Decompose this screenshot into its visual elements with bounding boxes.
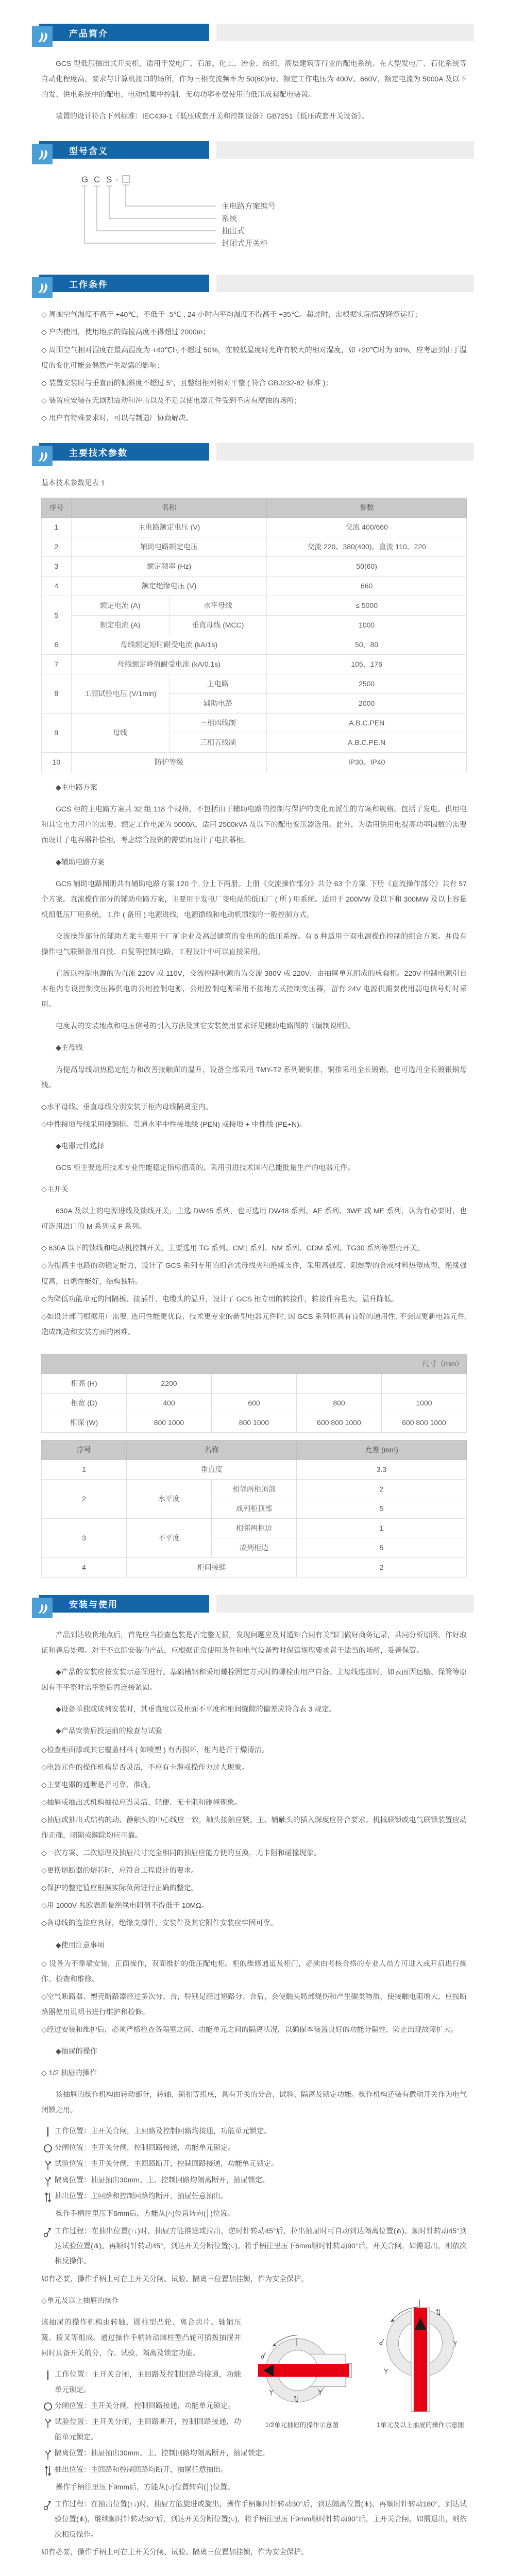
table-header-row bbox=[42, 1354, 467, 1374]
withdrawn-position-icon bbox=[41, 2462, 55, 2477]
model-dash: - bbox=[115, 175, 118, 185]
model-label-enclosed: 封闭式开关柜 bbox=[222, 239, 268, 248]
table-row bbox=[42, 714, 467, 733]
position-text: 隔离位置：抽屉抽出30mm。主、控制回路均隔离断开，抽屉锁定。 bbox=[55, 2449, 269, 2458]
section-header-install bbox=[41, 1595, 467, 1616]
list-item: ◇抽屉或抽出式机构抽拉应当灵活、轻便、无卡阻和碰撞现象。 bbox=[41, 1798, 242, 1806]
elements-title: ◆电器元件选择 bbox=[56, 1141, 105, 1150]
svg-text:│: │ bbox=[295, 2338, 299, 2346]
table-row bbox=[42, 1460, 467, 1479]
table-row bbox=[42, 1413, 467, 1432]
list-item: ◇空气断路器、塑壳断路器经过多次分、合，特别是经过短路分、合后，会使触头局部烧伤和产生碳类物质，使接触电阻增大，应按断路器使用说明书进行维护和检修。 bbox=[41, 1992, 467, 2016]
cell: 800 1000 bbox=[212, 1413, 297, 1432]
half-press-note: 操作手柄往里压下6mm后，方能从(○)位置转向(│)位置。 bbox=[56, 2209, 234, 2218]
unit-process-row bbox=[41, 2497, 467, 2542]
main-circuit-title: ◆主电路方案 bbox=[56, 783, 97, 792]
table-row bbox=[42, 577, 467, 596]
install-bullet-3: ◆产品安装后投运前的检查与试验 bbox=[56, 1726, 162, 1735]
section-header-band bbox=[216, 443, 474, 461]
elements-paragraph: GCS 柜主要选用技术专业性能稳定指标值高的，采用引进技术国内已能批量生产的电器元件。 bbox=[56, 1163, 355, 1172]
cell: 主电路额定电压 (V) bbox=[71, 518, 267, 537]
cell: 2 bbox=[297, 1557, 467, 1577]
model-label-system: 系统 bbox=[222, 214, 238, 224]
test-position-icon bbox=[41, 2414, 55, 2429]
size-unit-note: 尺寸（mm） bbox=[42, 1354, 467, 1374]
table-header-row bbox=[42, 1440, 467, 1460]
technical-parameters-table bbox=[41, 498, 467, 772]
half-unit-dial-illustration bbox=[250, 2327, 353, 2414]
list-item: ◇更换熔断器的熔芯时，应符合工程设计的要求。 bbox=[41, 1866, 198, 1875]
col-header-value: 参数 bbox=[267, 498, 467, 518]
arrow-swoosh-icon bbox=[32, 1598, 53, 1618]
swoosh-glyph bbox=[36, 1601, 49, 1615]
work-position-icon bbox=[41, 2124, 55, 2137]
aux-paragraph-3: 直流以控制电源的为直流 220V 或 110V，交流控制电源的为交流 380V 或 220V，由抽屉单元组成的成套柜。220V 控制电源引自本柜内专设控制变压器供电的公用控制电源，公用控制电源采用不接地方式控制变压器，留有 24V 电源供需要使用弱电信号灯时采用。 bbox=[41, 969, 467, 1009]
open-position-icon bbox=[41, 2398, 55, 2412]
position-item bbox=[41, 2446, 467, 2461]
list-item: ◇中性接地母线采用硬铜排。贯通水平中性接地线 (PEN) 或接地 + 中性线 (PE+N)。 bbox=[41, 1120, 307, 1128]
cabinet-size-table bbox=[41, 1354, 467, 1433]
half-process-text: 工作过程：在抽出位置(↑↓)时，抽屉方能推进或拉出，逆时针转动45°后，拉出抽屉时可自动到达隔离位置(⋔)。顺时针转动45°到达试验位置(⋔)。再顺时针转动45°，到达开关分断位置(○)。将手柄往里压下6mm顺时针转动90°后，开关合闸，如需退出，则依次相反操作。 bbox=[55, 2226, 467, 2265]
cell bbox=[297, 1374, 382, 1393]
list-item: ◇ 设备为不靠墙安装，正面操作，双面维护的低压配电柜。柜的维修通道及柜门，必须由考核合格的专业人员方可进入或开启进行操作、检查和维修。 bbox=[41, 1959, 467, 1983]
cell: 成列柜边 bbox=[212, 1538, 297, 1557]
unit-press-note: 操作手柄往里压下9mm后，方能从(○)位置转向(│)位置。 bbox=[56, 2482, 234, 2491]
unit-drawer-block bbox=[41, 2293, 467, 2562]
open-position-icon bbox=[41, 2140, 55, 2154]
model-letter-c: C bbox=[94, 175, 100, 185]
cell: 相邻两柜顶部 bbox=[212, 1479, 297, 1499]
element-selection-list bbox=[41, 1240, 467, 1340]
cell: 三相四线制 bbox=[169, 714, 267, 733]
model-label-drawout: 抽出式 bbox=[222, 227, 245, 236]
model-letter-g: G bbox=[81, 175, 89, 185]
unit-process-text: 工作过程：在抽出位置(↑↓)时，抽屉方能旋进或旋出，操作手柄顺时针转动30°后，到达隔离位置(⋔)，再顺时针转动180°，到达试验位置(⋔)，继续顺时针转动30°后，到达开关分断位置(○)，将手柄往里压下9mm顺时针转动90°后，主开关合闸，如需退出，则依次相反操作。 bbox=[55, 2499, 467, 2538]
cell: A.B.C.PE.N bbox=[267, 733, 467, 753]
position-item bbox=[41, 2156, 467, 2171]
isolated-position-icon bbox=[41, 2446, 55, 2460]
position-text: 隔离位置：抽屉抽出30mm。主、控制回路均隔离断开，抽屉锁定。 bbox=[55, 2175, 269, 2184]
cell: 600 bbox=[212, 1393, 297, 1413]
swoosh-glyph bbox=[36, 449, 49, 463]
arrow-swoosh-icon bbox=[32, 144, 53, 164]
list-item: ◇ 装置安装时与垂直面的倾斜度不超过 5°，且整组柜列相对平整 ( 符合 GBJ232-82 标准 )； bbox=[41, 378, 333, 387]
cell: IP30、IP40 bbox=[267, 753, 467, 772]
list-item: ◇一次方案、二次原理及抽屉尺寸完全相同的抽屉应能方便的互换，无卡阻和碰撞现象。 bbox=[41, 1849, 321, 1857]
arrow-swoosh-icon bbox=[32, 26, 53, 47]
cell: 8 bbox=[42, 674, 72, 714]
cell: 10 bbox=[42, 753, 72, 772]
tolerance-table bbox=[41, 1440, 467, 1578]
cell: 800 bbox=[297, 1393, 382, 1413]
position-item bbox=[41, 2189, 467, 2204]
cell: 105，176 bbox=[267, 655, 467, 674]
busbar-paragraph: 为提高母线动热稳定能力和改善接触面的温升，设备全部采用 TMY-T2 系列硬铜排，铜排采用全长镀锡，也可选用全长镀银铜母线。 bbox=[41, 1065, 467, 1089]
cell: 垂直度 bbox=[127, 1460, 297, 1479]
full-unit-dial bbox=[374, 2296, 467, 2429]
test-position-icon bbox=[41, 2156, 55, 2171]
pre-commissioning-checks-list bbox=[41, 1742, 467, 1931]
list-item: ◇经过安装和维护后，必须严格检查各隔室之间、功能单元之间的隔离状况，以确保本装置良好的功能分隔性，防止出现故障扩大。 bbox=[41, 2025, 458, 2033]
position-item bbox=[41, 2414, 241, 2445]
position-text: 试验位置：主开关分闸，主回路断开，控制回路接通，功能单元锁定。 bbox=[55, 2159, 278, 2168]
cell: 成列柜顶部 bbox=[212, 1499, 297, 1518]
half-drawer-title: ◇ 1/2 抽屉的操作 bbox=[41, 2069, 97, 2077]
position-text: 试验位置：主开关分闸，主回路断开，控制回路接通，功能单元锁定。 bbox=[55, 2417, 241, 2441]
cell: 1000 bbox=[382, 1393, 467, 1413]
cell: 7 bbox=[42, 655, 72, 674]
list-item: ◇ 户内使用，使用地点的海拔高度不得超过 2000m； bbox=[41, 328, 210, 336]
position-item bbox=[41, 2398, 241, 2413]
swoosh-glyph bbox=[36, 281, 49, 294]
position-text: 工作位置：主开关合闸，主回路及控制回路均接通，功能单元锁定。 bbox=[55, 2370, 241, 2394]
half-unit-dial-caption: 1/2单元抽屉的操作示意图 bbox=[265, 2421, 339, 2429]
cell bbox=[212, 1374, 297, 1393]
intro-paragraph-1: GCS 型低压抽出式开关柜，适用于发电厂、石油、化工、冶金、纺织、高层建筑等行业的配电系统。在大型发电厂、石化系统等自动化程度高，要求与计算机接口的场所，作为三相交流频率为 50(60)Hz、额定工作电压为 400V、660V，额定电流为 5000A 及以下的发、供电系统中的配电、电动机集中控制、无功功率补偿使用的低压成套配电装置。 bbox=[41, 59, 467, 99]
half-unit-dial bbox=[250, 2327, 353, 2429]
intro-paragraph-2: 装置的设计符合下列标准：IEC439-1《低压成套开关和控制设备》GB7251《低压成套开关设备》。 bbox=[56, 112, 369, 121]
table1-intro: 基本技术参数见表 1 bbox=[41, 479, 105, 487]
list-item: ◇ 周围空气相对湿度在最高温度为 +40℃时不超过 50%，在较低温度时允许有较大的相对湿度，如 +20℃时为 90%，应考虑到由于温度的变化可能会偶然产生凝露的影响； bbox=[41, 345, 467, 369]
cell: 2500 bbox=[267, 674, 467, 694]
main-switch-paragraph: 630A 及以上的电源进线及馈线开关，主选 DW45 系列，也可选用 DW48 系列、AE 系列、3WE 或 ME 系列，认为有必要时，也可选用进口的 M 系列或 F 系列。 bbox=[41, 1207, 467, 1231]
process-key-icon bbox=[41, 2224, 55, 2238]
busbar-title: ◆主母线 bbox=[56, 1043, 83, 1052]
position-item bbox=[41, 2173, 467, 2188]
cell: 辅助电路 bbox=[169, 694, 267, 714]
cell: 相邻两柜边 bbox=[212, 1518, 297, 1538]
isolated-position-icon bbox=[41, 2173, 55, 2187]
position-item bbox=[41, 2124, 467, 2139]
cell: 1 bbox=[42, 518, 72, 537]
withdrawn-position-icon bbox=[41, 2189, 55, 2203]
process-key-icon bbox=[41, 2497, 55, 2511]
table-row bbox=[42, 537, 467, 557]
full-unit-dial-caption: 1单元及以上抽屉的操作示意图 bbox=[377, 2421, 464, 2429]
cell: 2 bbox=[42, 537, 72, 557]
cell: 6 bbox=[42, 635, 72, 655]
cell: 垂直母线 (MCC) bbox=[169, 616, 267, 635]
cell: 工频试验电压 (V/1min) bbox=[71, 674, 169, 714]
half-drawer-positions bbox=[41, 2124, 467, 2204]
list-item: ◇水平母线、垂直母线分别安装于柜内母线隔离室内。 bbox=[41, 1102, 213, 1111]
working-conditions-list bbox=[41, 307, 467, 426]
cell: 660 bbox=[267, 577, 467, 596]
arrow-swoosh-icon bbox=[32, 446, 53, 466]
full-unit-dial-illustration bbox=[374, 2296, 467, 2414]
unit-drawer-lead: 该抽屉的操作机构由转轴、圆柱型凸轮、离合齿片、轴销压簧、拨叉等组成。通过操作手柄转动圆柱型凸轮可插拨抽屉并同时具备开关的分、合、试验、隔离及锁定功能。 bbox=[41, 2317, 241, 2358]
cell: 辅助电路额定电压 bbox=[71, 537, 267, 557]
cell: 额定绝缘电压 (V) bbox=[71, 577, 267, 596]
cell: 4 bbox=[42, 577, 72, 596]
section-header-band bbox=[216, 275, 474, 292]
aux-paragraph-2: 交流操作部分的辅助方案主要用于厂矿企业及高层建筑的变电所的低压系统。有 6 种适用于双电源操作控制的组合方案。并设有操作电气联锁备用自投、自复等控制电路，工程设计中可以直接采用。 bbox=[41, 931, 467, 956]
cell: ≤ 5000 bbox=[267, 596, 467, 616]
section-header-band bbox=[216, 24, 474, 41]
list-item: ◇用 1000V 兆欧表测量绝缘电阻值不得低于 10MΩ。 bbox=[41, 1901, 209, 1910]
aux-paragraph-1: GCS 辅助电路图册共有辅助电路方案 120 个, 分上下两册。上册《交流操作部分》共分 63 个方案, 下册《直流操作部分》共有 57 个方案。直流操作部分的辅助电路方案，主要用于发电厂变电站的低压厂 ( 所 ) 用系统。适用于 200MW 及以下和 300MW 及以上容量机组低压厂用系统，工作 ( 备用 ) 电源进线，电源馈线和电动机馈线的一般控制方式。 bbox=[41, 879, 467, 919]
model-meaning-diagram bbox=[62, 173, 467, 257]
model-scheme-box bbox=[123, 176, 129, 182]
operation-diagrams bbox=[250, 2296, 467, 2429]
cell: 5 bbox=[297, 1538, 467, 1557]
cell: 水平度 bbox=[127, 1479, 212, 1518]
cell: 600 800 1000 bbox=[297, 1413, 382, 1432]
cell: 额定频率 (Hz) bbox=[71, 557, 267, 577]
table-row bbox=[42, 616, 467, 635]
list-item: ◇主要电器的通断是否可靠、准确。 bbox=[41, 1780, 155, 1789]
cell: 1 bbox=[297, 1518, 467, 1538]
section-title: 安装与使用 bbox=[39, 1595, 209, 1613]
position-text: 抽出位置：主回路和控制回路均断开，抽屉任意抽出。 bbox=[55, 2465, 228, 2473]
list-item: ◇保护的整定值应根据实际负荷进行正确的整定。 bbox=[41, 1884, 198, 1892]
model-label-scheme: 主电路方案编号 bbox=[222, 202, 276, 211]
cell: 400 bbox=[127, 1393, 212, 1413]
cell: 额定电流 (A) bbox=[71, 616, 169, 635]
col-header-tolerance: 允差 (mm) bbox=[297, 1440, 467, 1460]
cell: 3 bbox=[42, 1518, 127, 1557]
cell: 柜宽 (D) bbox=[42, 1393, 127, 1413]
col-header-no: 序号 bbox=[42, 498, 72, 518]
col-header-name: 名称 bbox=[127, 1440, 297, 1460]
cell: 5 bbox=[42, 596, 72, 635]
work-position-icon bbox=[41, 2367, 55, 2380]
position-text: 分闸位置：主开关分闸，控制回路接通，功能单元锁定。 bbox=[55, 2401, 235, 2410]
cell: 母线额定短时耐受电流 (kA/1s) bbox=[71, 635, 267, 655]
position-text: 分闸位置：主开关分闸，控制回路接通，功能单元锁定。 bbox=[55, 2143, 235, 2151]
list-item: ◇电器元件的操作机构是否灵活，不应有卡滞或操作力过大现象。 bbox=[41, 1762, 249, 1771]
cell: 柜间接缝 bbox=[127, 1557, 297, 1577]
section-title: 产品简介 bbox=[39, 24, 209, 41]
section-header-intro bbox=[41, 24, 467, 44]
table-row bbox=[42, 518, 467, 537]
cell: 三相五线制 bbox=[169, 733, 267, 753]
half-drawer-lead: 该抽屉的操作机构由转动部分，转轴、锁扣等组成，具有开关的分合、试验、隔离及锁定功能。操作机构还装有微动开关作为电气闭锁之用。 bbox=[41, 2090, 467, 2114]
install-bullet-1: ◆产品的安装应按安装示意图进行。基础槽钢和采用螺栓固定方式时的螺栓由用户自备。主母线连接时，如表面因运输、保管等原因有不平整时需平整后再连接紧固。 bbox=[41, 1668, 467, 1692]
cell: 2200 bbox=[127, 1374, 212, 1393]
cell: 额定电流 (A) bbox=[71, 596, 169, 616]
cell: A.B.C.PEN bbox=[267, 714, 467, 733]
swoosh-glyph bbox=[36, 147, 49, 161]
main-switch-title: ◇主开关 bbox=[41, 1185, 69, 1194]
col-header-name: 名称 bbox=[71, 498, 267, 518]
svg-text:│: │ bbox=[418, 2299, 422, 2307]
table-row bbox=[42, 753, 467, 772]
table-row bbox=[42, 1393, 467, 1413]
busbar-list bbox=[41, 1099, 467, 1132]
table-header-row bbox=[42, 498, 467, 518]
cell: 水平母线 bbox=[169, 596, 267, 616]
cell: 2 bbox=[297, 1479, 467, 1499]
list-item: ◇ 630A 以下的馈线和电动机控制开关，主要选用 TG 系列、CM1 系列、NM 系列、CDM 系列、TG30 系列等塑壳开关。 bbox=[41, 1244, 425, 1252]
cell: 2 bbox=[42, 1479, 127, 1518]
section-title: 工作条件 bbox=[39, 275, 209, 292]
cell: 1 bbox=[42, 1460, 127, 1479]
cell: 600 800 1000 bbox=[382, 1413, 467, 1432]
section-header-conditions bbox=[41, 275, 467, 295]
cell: 3.3 bbox=[297, 1460, 467, 1479]
table-row bbox=[42, 674, 467, 694]
table-row bbox=[42, 557, 467, 577]
aux-paragraph-4: 电度表的安装地点和电压信号的引入方法及其它安装使用要求详见辅助电路图的《编制说明》。 bbox=[56, 1022, 355, 1030]
usage-notes-title: ◆使用注意事项 bbox=[56, 1940, 105, 1949]
list-item: ◇抽屉或抽出式结构的动、静触头的中心线应一致，触头接触应紧。主、辅触头的插入深度应符合要求。机械联锁或电气联锁装置应动作正确，闭锁或解除均应可靠。 bbox=[41, 1815, 467, 1839]
unlock-title bbox=[41, 2572, 467, 2576]
position-item bbox=[41, 2367, 241, 2397]
cell: 3 bbox=[42, 557, 72, 577]
list-item: ◇检查柜面漆或其它覆盖材料 ( 如喷塑 ) 有否损坏，柜内是否干燥清洁。 bbox=[41, 1745, 269, 1754]
main-circuit-paragraph: GCS 柜的主电路方案共 32 组 118 个规格，不包括由于辅助电路的控制与保护的变化而派生的方案和规格。包括了发电、供用电和其它电力用户的需要，额定工作电流为 5000A，适用 2500kVA 及以下的配电变压器选用。此外，为适用供用电提高功率因数的需要而设计了电容器补偿柜，考虑综合投资的需要而设计了电抗器柜。 bbox=[41, 805, 467, 844]
install-bullet-2: ◆设备单独或成列安装时，其垂直度以及柜面不平度和柜间缝隙的偏差应符合表 3 规定。 bbox=[56, 1705, 336, 1714]
section-header-band bbox=[216, 1595, 474, 1613]
cell: 不平度 bbox=[127, 1518, 212, 1557]
position-text: 抽出位置：主回路和控制回路均断开，抽屉任意抽出。 bbox=[55, 2192, 228, 2200]
table-row bbox=[42, 635, 467, 655]
cell: 50(60) bbox=[267, 557, 467, 577]
section-header-model bbox=[41, 141, 467, 162]
cell: 母线额定峰值耐受电流 (kA/0.1s) bbox=[71, 655, 267, 674]
drawer-operation-title: ◆抽屉的操作 bbox=[56, 2047, 97, 2056]
table-row bbox=[42, 1518, 467, 1538]
cell: 柜深 (W) bbox=[42, 1413, 127, 1432]
unit-drawer-title: ◇单元及以上抽屉的操作 bbox=[41, 2296, 119, 2304]
cell: 50，80 bbox=[267, 635, 467, 655]
cell: 交流 400/660 bbox=[267, 518, 467, 537]
list-item: ◇ 装置应安装在无剧烈震动和冲击以及不足以使电器元件受到不应有腐蚀的场所； bbox=[41, 396, 301, 404]
model-letter-s: S bbox=[106, 175, 112, 185]
section-title: 型号含义 bbox=[39, 141, 209, 159]
model-diagram-svg bbox=[62, 173, 381, 256]
section-header-params bbox=[41, 443, 467, 464]
cell: 4 bbox=[42, 1557, 127, 1577]
cell: 柜高 (H) bbox=[42, 1374, 127, 1393]
cell: 主电路 bbox=[169, 674, 267, 694]
table-row bbox=[42, 1479, 467, 1499]
cell: 防护等级 bbox=[71, 753, 267, 772]
table-row bbox=[42, 596, 467, 616]
list-item: ◇各母线的连接应良好，绝缘支撑件，安装件及其它附件安装应牢固可靠。 bbox=[41, 1919, 278, 1927]
section-header-band bbox=[216, 141, 474, 159]
install-lead-paragraph: 产品到达收货地点后，首先应当检查包装是否完整无损，发现问题应及时通知合同有关部门做好商务记录，共同分析原因，作好取证和善后处理。对于不立即安装的产品，应根据正常使用条件和电气设备暂时保管规程要求置于适当的场所，妥善保管。 bbox=[41, 1630, 467, 1655]
col-header-no: 序号 bbox=[42, 1440, 127, 1460]
table-row bbox=[42, 1557, 467, 1577]
half-process-row bbox=[41, 2224, 467, 2269]
cell: 800 1000 bbox=[127, 1413, 212, 1432]
table-row bbox=[42, 655, 467, 674]
cell: 交流 220、380(400)、直流 110、220 bbox=[267, 537, 467, 557]
cell: 1000 bbox=[267, 616, 467, 635]
half-lock-note: 如有必要，操作手柄上可在主开关分闸、试验、隔离三位置加挂锁，作为安全保护。 bbox=[41, 2274, 308, 2283]
list-item: ◇ 用户有特殊要求时，可以与制造厂协商解决。 bbox=[41, 413, 193, 422]
usage-notes-list bbox=[41, 1956, 467, 2037]
list-item: ◇为降低功能单元的间隔板、接插件、电缆头的温升，设计了 GCS 柜专用的转接件，转接件容量大，温升降低。 bbox=[41, 1294, 398, 1303]
cell: 5 bbox=[297, 1499, 467, 1518]
arrow-swoosh-icon bbox=[32, 277, 53, 298]
section-title: 主要技术参数 bbox=[39, 443, 209, 461]
cell: 母线 bbox=[71, 714, 169, 753]
list-item: ◇ 周围空气温度不高于 +40℃，不低于 -5℃ , 24 小时内平均温度不得高于 +35℃。超过时，需根据实际情况降容运行； bbox=[41, 310, 422, 319]
cell bbox=[382, 1374, 467, 1393]
list-item: ◇为提高主电路的动稳定能力，设计了 GCS 系列专用的组合式母线夹和绝缘支件，采用高强度、阻燃型的合成材料热塑成型，绝缘强度高，自熄性能好，结构独特。 bbox=[41, 1261, 467, 1285]
position-item bbox=[41, 2462, 467, 2477]
swoosh-glyph bbox=[36, 30, 49, 43]
table-row bbox=[42, 1374, 467, 1393]
position-text: 工作位置：主开关合闸，主回路及控制回路均接通，功能单元锁定。 bbox=[55, 2127, 271, 2136]
cell: 2000 bbox=[267, 694, 467, 714]
aux-circuit-title: ◆辅助电路方案 bbox=[56, 857, 105, 866]
cell: 9 bbox=[42, 714, 72, 753]
list-item: ◇如设计部门根据用户需要, 选用性能更优良、技术更专业的新型电器元件时, 因 GCS 系列柜具有良好的通用性, 不会因更新电器元件, 造成制造和安装方面的困难。 bbox=[41, 1312, 467, 1336]
unit-lock-note: 如有必要，操作手柄上可在主开关分闸、试验、隔离三位置加挂锁，作为安全保护。 bbox=[41, 2548, 308, 2556]
position-item bbox=[41, 2140, 467, 2155]
